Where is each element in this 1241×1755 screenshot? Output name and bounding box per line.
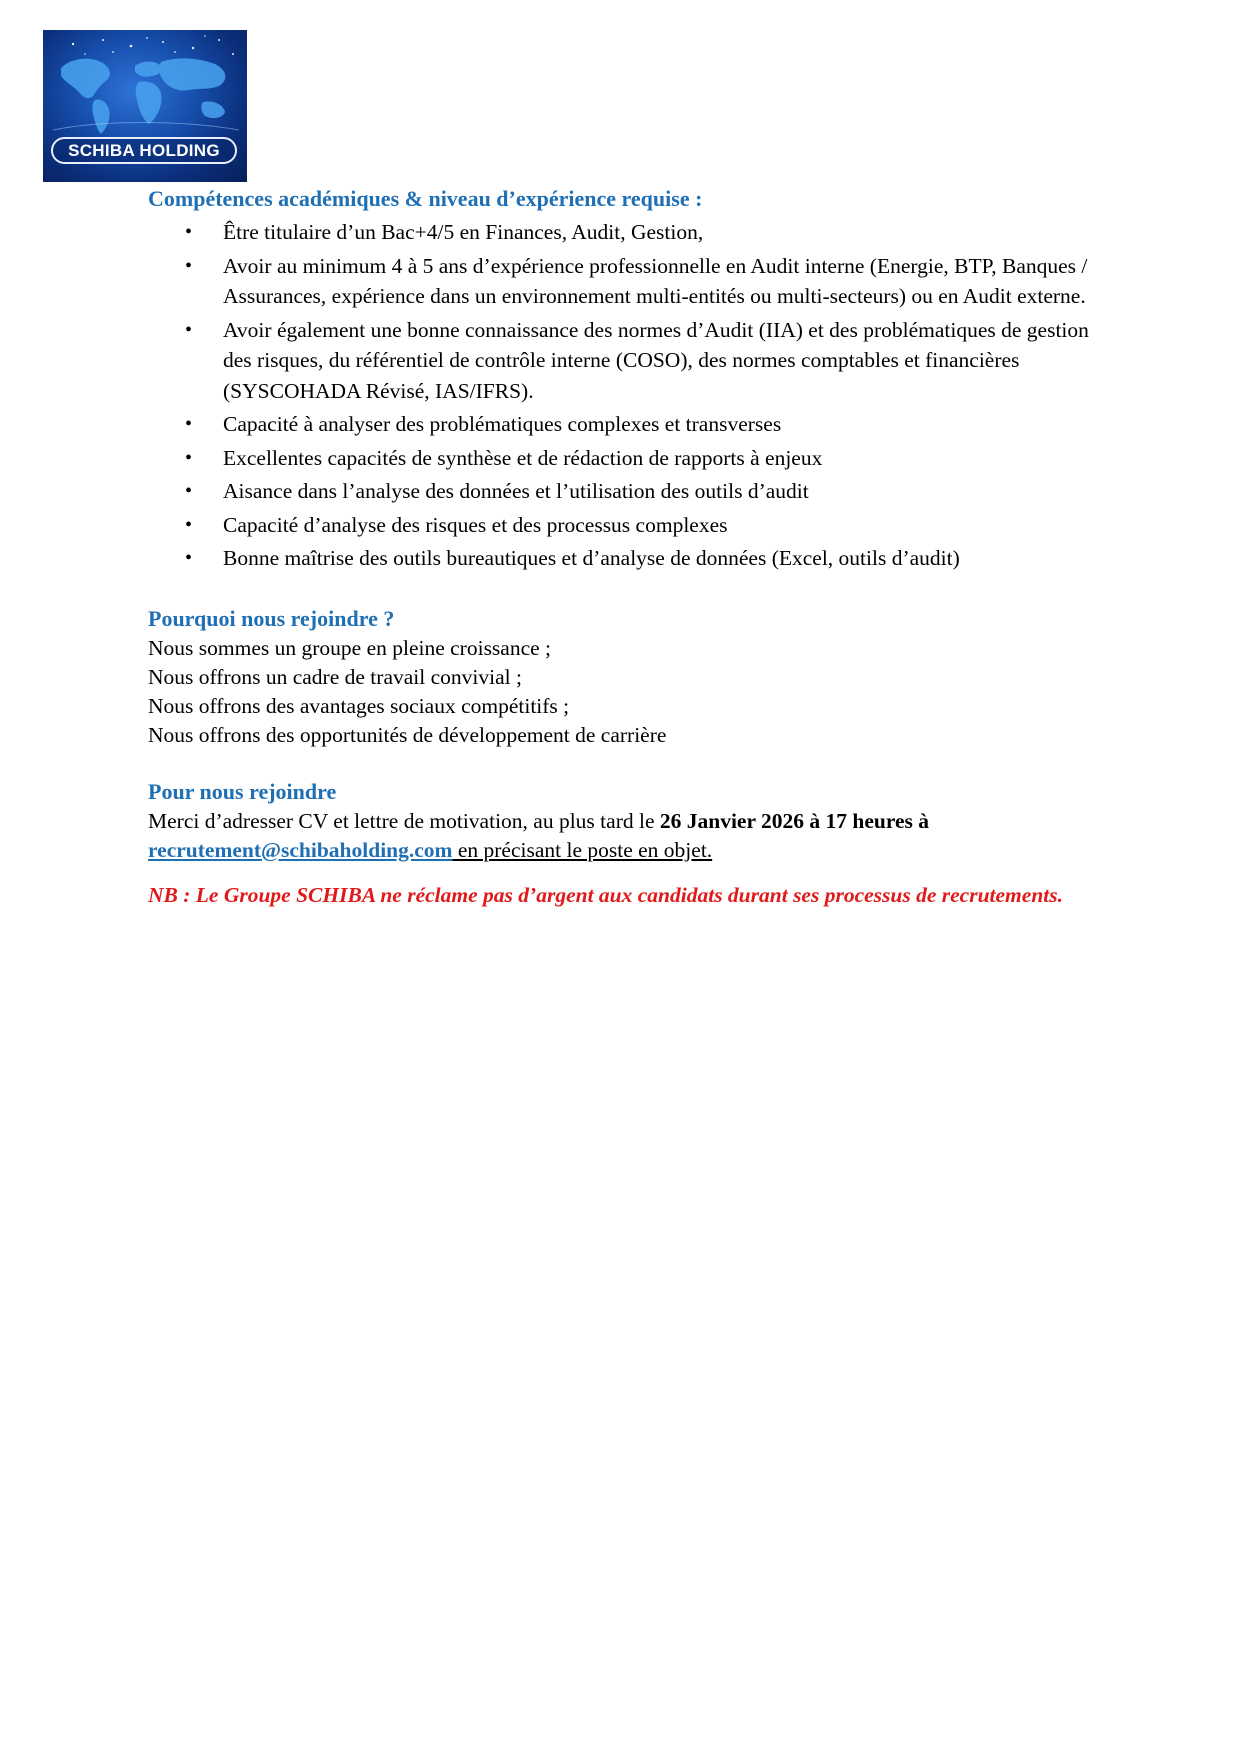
pourquoi-line: Nous sommes un groupe en pleine croissance ; <box>148 635 552 660</box>
bullet-icon: • <box>185 547 193 569</box>
pourquoi-line: Nous offrons des avantages sociaux compétitifs ; <box>148 693 570 718</box>
pourquoi-line: Nous offrons un cadre de travail convivial ; <box>148 664 522 689</box>
bullet-icon: • <box>185 221 193 243</box>
pourquoi-line: Nous offrons des opportunités de développement de carrière <box>148 722 667 747</box>
logo-badge <box>51 137 237 164</box>
list-item <box>185 251 1098 312</box>
list-item <box>185 409 1098 440</box>
list-item <box>185 476 1098 507</box>
email-link[interactable]: recrutement@schibaholding.com <box>148 837 453 862</box>
rejoindre-instructions <box>148 807 1098 836</box>
list-item-text: Capacité à analyser des problématiques complexes et transverses <box>223 412 782 436</box>
list-item <box>185 217 1098 248</box>
list-item-text: Être titulaire d’un Bac+4/5 en Finances, Audit, Gestion, <box>223 220 704 244</box>
list-item <box>185 543 1098 574</box>
list-item-text: Excellentes capacités de synthèse et de rédaction de rapports à enjeux <box>223 445 823 470</box>
document-body <box>148 184 1098 910</box>
deadline-text: 26 Janvier 2026 à 17 heures à <box>659 808 930 833</box>
schiba-holding-logo <box>43 30 247 182</box>
list-item-text: Bonne maîtrise des outils bureautiques et d’analyse de données (Excel, outils d’audit) <box>223 546 960 570</box>
list-item-text: Aisance dans l’analyse des données et l’utilisation des outils d’audit <box>223 479 809 503</box>
bullet-icon: • <box>185 318 193 341</box>
rejoindre-heading: Pour nous rejoindre <box>148 778 337 804</box>
bullet-icon: • <box>185 513 193 536</box>
bullet-icon: • <box>185 413 193 435</box>
spacer <box>148 577 1098 604</box>
bullet-icon: • <box>185 254 193 277</box>
list-item <box>185 315 1098 407</box>
list-item-text: Avoir au minimum 4 à 5 ans d’expérience professionnelle en Audit interne (Energie, BTP, Banques / Assurances, expérience dans un environnement multi-entités ou multi-secteurs) ou en Audit externe. <box>223 253 1088 308</box>
list-item-text: Avoir également une bonne connaissance des normes d’Audit (IIA) et des problématiques de gestion des risques, du référentiel de contrôle interne (COSO), des normes comptables et financières (SYSCOHADA Révisé, IAS/IFRS). <box>223 317 1089 403</box>
competences-heading: Compétences académiques & niveau d’expérience requise : <box>148 186 703 211</box>
list-item-text: Capacité d’analyse des risques et des processus complexes <box>223 512 728 537</box>
nb-warning: NB : Le Groupe SCHIBA ne réclame pas d’argent aux candidats durant ses processus de recrutements. <box>148 882 1063 907</box>
bullet-icon: • <box>185 446 193 469</box>
bullet-icon: • <box>185 480 193 502</box>
subject-instruction: en précisant le poste en objet. <box>452 837 713 862</box>
spacer <box>148 750 1098 777</box>
rejoindre-text: Merci d’adresser CV et lettre de motivation, au plus tard le <box>148 808 660 833</box>
list-item <box>185 443 1098 474</box>
competences-list <box>148 217 1098 574</box>
pourquoi-heading: Pourquoi nous rejoindre ? <box>148 605 395 631</box>
rejoindre-email-line <box>148 836 1098 865</box>
logo-text: SCHIBA HOLDING <box>68 140 220 160</box>
list-item <box>185 510 1098 541</box>
